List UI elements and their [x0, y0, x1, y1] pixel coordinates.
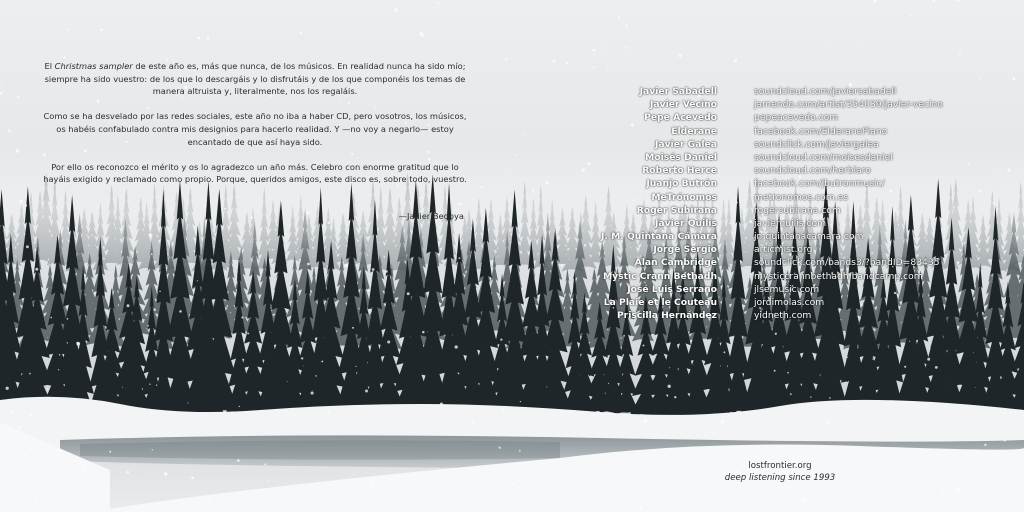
snowflake — [520, 401, 521, 402]
snowflake — [592, 49, 595, 52]
snowflake — [970, 457, 972, 459]
artist-url: soundclick.com/bands3/?bandID=83435 — [754, 257, 940, 269]
snowflake — [247, 332, 249, 334]
credit-row — [560, 191, 1000, 204]
snowflake — [83, 465, 86, 468]
credit-row — [560, 164, 1000, 177]
artist-url: soundclick.com/javiergalea — [754, 138, 879, 150]
snowflake — [100, 28, 103, 31]
snowflake — [355, 366, 356, 367]
intro-paragraph-3: Por ello os reconozco el mérito y os lo agradezco un año más. Celebro con enorme gratitud que lo hayáis exigido y reclamado como propio. Porque, queridos amigos, este disco es, sobre todo, vuestro. — [43, 161, 467, 185]
snowflake — [59, 232, 60, 233]
credit-row — [560, 243, 1000, 256]
snowflake — [882, 437, 884, 439]
snowflake — [91, 234, 92, 235]
snowflake — [264, 463, 266, 465]
snowflake — [149, 383, 150, 384]
snowflake — [352, 327, 354, 329]
snowflake — [422, 331, 425, 334]
snowflake — [385, 270, 387, 272]
snowflake — [272, 249, 274, 251]
snowflake — [268, 480, 269, 481]
artist-name: Javier Quilis — [655, 217, 717, 229]
artist-name: Jorge Sergio — [653, 244, 717, 256]
snowflake — [19, 200, 22, 203]
credit-row — [560, 309, 1000, 322]
snowflake — [76, 342, 79, 345]
credit-row — [560, 270, 1000, 283]
artist-name: Javier Galea — [654, 138, 717, 150]
snowflake — [372, 268, 375, 271]
snowflake — [237, 459, 240, 462]
artist-url: facebook.com/ElderanePiano — [754, 125, 888, 137]
intro-paragraph-2: Como se ha desvelado por las redes sociales, este año no iba a haber CD, pero vosotros, los músicos, os habéis confabulado contra mis designios para hacerlo realidad. Y —no voy a negarlo— estoy encantado de que así haya sido. — [43, 111, 467, 147]
snowflake — [787, 372, 789, 374]
snowflake — [500, 339, 502, 341]
snowflake — [51, 1, 52, 2]
snowflake — [179, 310, 182, 313]
snowflake — [152, 449, 153, 450]
snowflake — [505, 58, 507, 60]
snowflake — [516, 154, 518, 156]
snowflake — [857, 41, 858, 42]
footer — [700, 460, 860, 484]
snowflake — [774, 370, 776, 372]
snowflake — [59, 354, 60, 355]
artist-name: Mystic Crann Bethadh — [602, 270, 717, 282]
snowflake — [311, 391, 314, 394]
snowflake — [668, 385, 671, 388]
snowflake — [321, 360, 323, 362]
snowflake — [47, 388, 49, 390]
artist-url: soundcloud.com/moisesdaniel — [754, 151, 893, 163]
snowflake — [519, 450, 521, 452]
snowflake — [420, 32, 423, 35]
snowflake — [613, 481, 614, 482]
snowflake — [307, 263, 310, 266]
snowflake — [979, 78, 981, 80]
artist-name: Elderane — [671, 125, 717, 137]
snowflake — [277, 503, 278, 504]
snowflake — [569, 412, 570, 413]
snowflake — [522, 133, 524, 135]
snowflake — [790, 393, 792, 395]
artist-url: articmist.org — [754, 244, 813, 256]
snowflake — [482, 233, 483, 234]
snowflake — [593, 66, 595, 68]
snowflake — [597, 491, 599, 493]
snowflake — [483, 118, 484, 119]
snowflake — [775, 333, 777, 335]
snowflake — [207, 500, 210, 503]
snowflake — [67, 318, 69, 320]
snowflake — [512, 483, 515, 486]
snowflake — [16, 149, 19, 152]
snowflake — [552, 60, 555, 63]
artist-url: pepeacevedo.com — [754, 112, 839, 124]
snowflake — [207, 37, 210, 40]
artist-name: Javier Vecino — [649, 99, 717, 111]
snowflake — [700, 509, 702, 511]
snowflake — [25, 204, 27, 206]
snowflake — [829, 30, 831, 32]
snowflake — [299, 32, 302, 35]
artist-name: Roger Subirana — [636, 204, 717, 216]
snowflake — [984, 444, 986, 446]
snowflake — [50, 317, 52, 319]
snowflake — [191, 476, 194, 479]
snowflake — [723, 351, 725, 353]
snowflake — [29, 373, 31, 375]
artist-url: yidneth.com — [754, 310, 812, 322]
snowflake — [149, 233, 152, 236]
credits-list — [560, 85, 1000, 322]
artist-name: Roberto Herce — [642, 165, 717, 177]
snowflake — [910, 14, 912, 16]
snowflake — [126, 471, 129, 474]
credit-row — [560, 177, 1000, 190]
snowflake — [481, 186, 483, 188]
snowflake — [909, 341, 910, 342]
snowflake — [147, 325, 149, 327]
artist-url: jamendo.com/artist/354039/javier-vecino — [754, 99, 943, 111]
snowflake — [394, 8, 397, 11]
artist-name: Pepe Acevedo — [644, 112, 717, 124]
artist-url: soundcloud.com/herblaro — [754, 165, 871, 177]
snowflake — [239, 406, 240, 407]
credit-row — [560, 138, 1000, 151]
snowflake — [7, 99, 8, 100]
credit-row — [560, 98, 1000, 111]
snowflake — [67, 29, 69, 31]
snowflake — [387, 341, 390, 344]
snowflake — [1012, 77, 1015, 80]
snowflake — [30, 414, 32, 416]
snowflake — [620, 337, 621, 338]
snowflake — [365, 390, 368, 393]
snowflake — [332, 241, 333, 242]
intro-text-panel — [40, 60, 470, 223]
artist-name: Alan Cambridge — [634, 257, 717, 269]
snowflake — [981, 433, 982, 434]
snowflake — [327, 410, 329, 412]
snowflake — [825, 45, 826, 46]
artist-name: Priscilla Hernández — [616, 310, 717, 322]
artist-name: Moisés Daniel — [645, 151, 717, 163]
snowflake — [452, 7, 453, 8]
artist-name: Juanjo Butrón — [646, 178, 717, 190]
snowflake — [643, 344, 645, 346]
artist-name: José Luis Serrano — [627, 283, 717, 295]
snowflake — [935, 366, 938, 369]
snowflake — [66, 489, 68, 491]
snowflake — [58, 449, 61, 452]
artist-url: soundcloud.com/javiersabadell — [754, 86, 897, 97]
credit-row — [560, 111, 1000, 124]
credit-row — [560, 125, 1000, 138]
artist-name: J. M. Quintana Cámara — [601, 231, 717, 243]
snowflake — [532, 189, 534, 191]
snowflake — [800, 445, 802, 447]
intro-p1-rest: de este año es, más que nunca, de los músicos. En realidad nunca ha sido mío; siempre ha sido vuestro: de los que lo descargáis y lo disfrutáis y de los que componéis los temas de manera altruista y, literalmente, nos los regaláis. — [44, 61, 466, 97]
artist-name: MeTrónomos — [651, 191, 717, 203]
snowflake — [58, 369, 59, 370]
snowflake — [639, 506, 642, 509]
intro-paragraph-1 — [40, 60, 470, 98]
credit-row — [560, 256, 1000, 269]
snowflake — [904, 366, 906, 368]
snowflake — [1010, 411, 1012, 413]
snowflake — [35, 501, 37, 503]
snowflake — [127, 304, 130, 307]
snowflake — [674, 396, 676, 398]
footer-site: lostfrontier.org — [748, 461, 812, 471]
snowflake — [455, 345, 458, 348]
snowflake — [734, 59, 737, 62]
snowflake — [471, 420, 474, 423]
snowflake — [407, 292, 410, 295]
snowflake — [1010, 277, 1011, 278]
snowflake — [1007, 169, 1010, 172]
snowflake — [371, 484, 374, 487]
artist-name: Javier Sabadell — [639, 86, 717, 97]
snowflake — [33, 242, 35, 244]
snowflake — [197, 37, 200, 40]
artist-url: javierquilis.com — [754, 217, 827, 229]
snowflake — [201, 238, 202, 239]
artist-url: metronomos.com.es — [754, 191, 849, 203]
artist-name: La Plaie et le Couteau — [603, 297, 717, 308]
footer-tagline: deep listening since 1993 — [724, 473, 836, 483]
snowflake — [1, 83, 2, 84]
snowflake — [17, 96, 19, 98]
credit-row — [560, 151, 1000, 164]
snowflake — [644, 419, 647, 422]
intro-signature: —Javier Bedoya — [398, 210, 464, 221]
snowflake — [801, 498, 804, 501]
credit-row — [560, 283, 1000, 296]
snowflake — [30, 448, 33, 451]
snowflake — [459, 257, 461, 259]
snowflake — [63, 56, 65, 58]
snowflake — [1004, 440, 1006, 442]
snowflake — [591, 490, 593, 492]
artist-url: facebook.com/jbutronmusic/ — [754, 178, 885, 190]
snowflake — [601, 48, 602, 49]
snowflake — [6, 387, 9, 390]
snowflake — [635, 469, 636, 470]
snowflake — [393, 478, 394, 479]
snowflake — [164, 505, 166, 507]
credit-row — [560, 296, 1000, 309]
snowflake — [942, 489, 945, 492]
snowflake — [230, 312, 231, 313]
snowflake — [241, 316, 243, 318]
snowflake — [10, 411, 13, 414]
snowflake — [927, 358, 930, 361]
credit-row — [560, 85, 1000, 98]
snowflake — [847, 357, 848, 358]
snowflake — [109, 451, 111, 453]
intro-p1-start: El — [44, 61, 55, 71]
snowflake — [810, 396, 811, 397]
artist-url: jlsemusic.com — [754, 283, 820, 295]
snowflake — [156, 385, 157, 386]
snowflake — [546, 181, 549, 184]
snowflake — [607, 68, 609, 70]
snowflake — [368, 289, 371, 292]
snowflake — [301, 357, 303, 359]
snowflake — [827, 421, 830, 424]
snowflake — [8, 129, 11, 132]
snowflake — [566, 62, 568, 64]
snowflake — [354, 474, 355, 475]
snowflake — [197, 280, 198, 281]
credit-row — [560, 217, 1000, 230]
snowflake — [76, 429, 77, 430]
artist-url: rogersubirana.com — [754, 204, 841, 216]
artist-url: mysticcrannbethadh.bandcamp.com — [754, 270, 923, 282]
snowflake — [872, 358, 873, 359]
snowflake — [26, 245, 29, 248]
snowflake — [345, 264, 348, 267]
credit-row — [560, 204, 1000, 217]
artist-url: jmquintanacamara.com — [754, 231, 864, 243]
snowflake — [829, 397, 831, 399]
snowflake — [151, 253, 153, 255]
snowflake — [721, 420, 724, 423]
intro-p1-emphasis: Christmas sampler — [54, 61, 133, 71]
snowflake — [625, 47, 627, 49]
snowflake — [197, 425, 198, 426]
snowflake — [959, 52, 961, 54]
credit-row — [560, 230, 1000, 243]
snowflake — [152, 471, 153, 472]
snowflake — [62, 15, 64, 17]
snowflake — [679, 54, 682, 57]
snowflake — [440, 402, 443, 405]
snowflake — [437, 2, 439, 4]
snowflake — [502, 409, 505, 412]
snowflake — [889, 438, 891, 440]
snowflake — [626, 25, 628, 27]
snowflake — [458, 373, 460, 375]
snowflake — [159, 291, 160, 292]
snowflake — [154, 309, 156, 311]
snowflake — [618, 16, 620, 18]
snowflake — [35, 268, 38, 271]
snowflake — [164, 472, 167, 475]
snowflake — [752, 497, 754, 499]
snowflake — [499, 447, 501, 449]
snowflake — [18, 426, 21, 429]
artist-url: jordimolas.com — [754, 297, 825, 308]
snowflake — [187, 402, 188, 403]
snowflake — [956, 488, 959, 491]
